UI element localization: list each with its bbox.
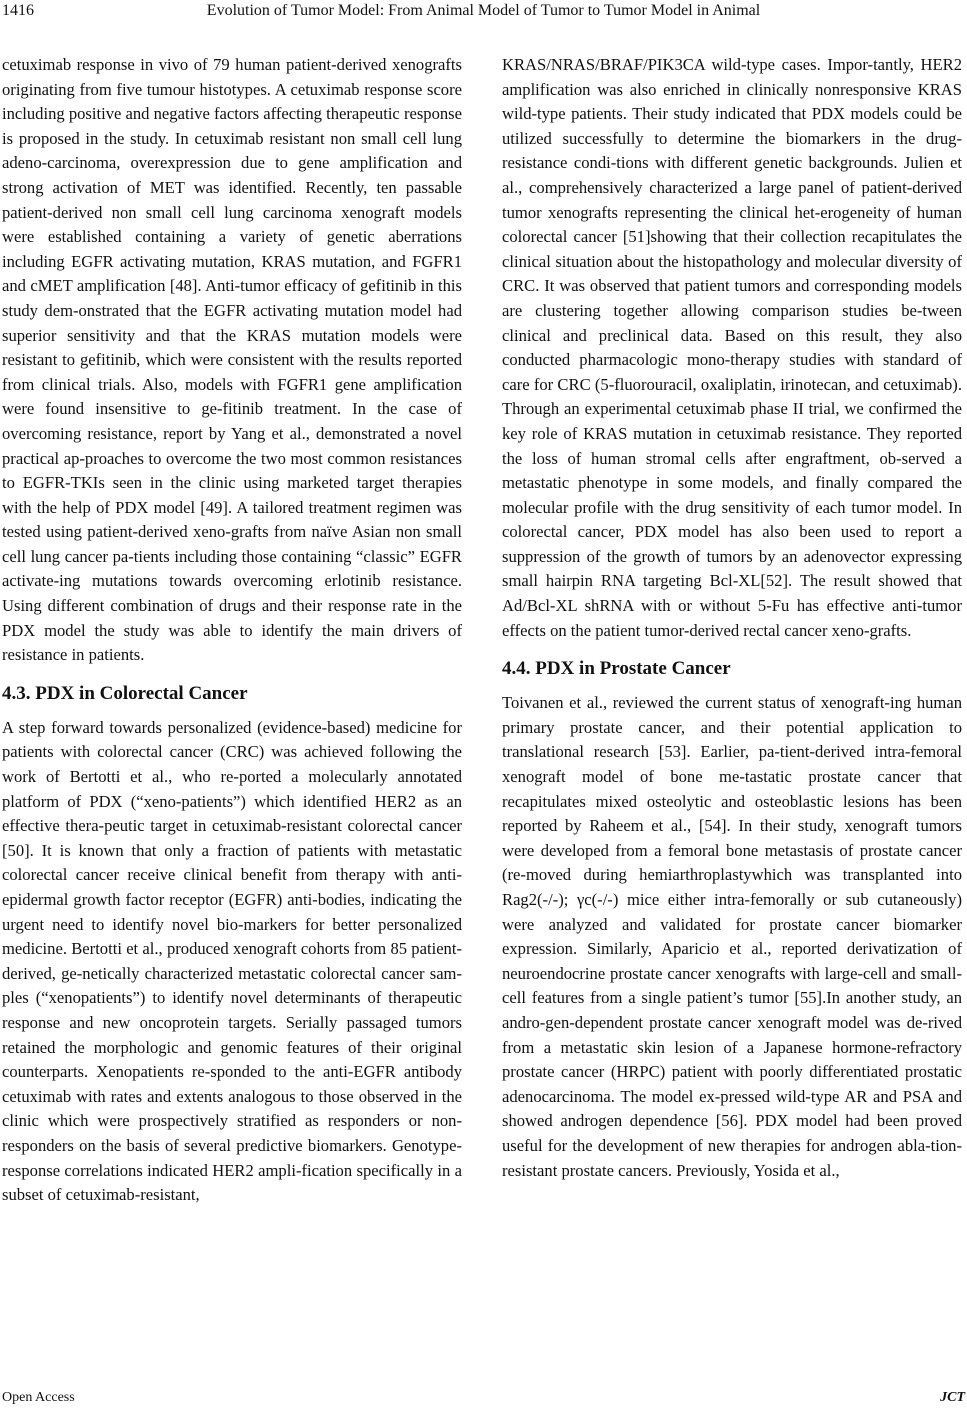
paragraph-colorectal-julien: KRAS/NRAS/BRAF/PIK3CA wild-type cases. Impor-tantly, HER2 amplification was also enriched in clinically nonresponsive KRAS wild-type patients. Their study indicated that PDX models could be utilized successfully to determine the biomarkers in the drug-resistance condi-tions with different genetic backgrounds. Julien et al., comprehensively characterized a large panel of patient-derived tumor xenografts representing the clinical het-erogeneity of human colorectal cancer [51]showing that their collection recapitulates the clinical situation about the histopathology and molecular diversity of CRC. It was observed that patient tumors and corresponding models are clustering together allowing comparison studies be-tween clinical and preclinical data. Based on this result, they also conducted pharmacologic mono-therapy studies with standard of care for CRC (5-fluorouracil, oxaliplatin, irinotecan, and cetuximab). Through an experimental cetuximab phase II trial, we confirmed the key role of KRAS mutation in cetuximab resistance. They reported the loss of human stromal cells after engraftment, ob-served a metastatic phenotype in some models, and finally compared the molecular profile with the drug sensitivity of each tumor model. In colorectal cancer, PDX model has also been used to report a suppression of the growth of tumors by an adenovector expressing small hairpin RNA targeting Bcl-XL[52]. The result showed that Ad/Bcl-XL shRNA with or without 5-Fu has effective anti-tumor effects on the patient tumor-derived rectal cancer xeno-grafts.: [502, 55, 962, 640]
paragraph-nsclc-resistance: cetuximab response in vivo of 79 human patient-derived xenografts originating from five tumour histotypes. A cetuximab response score including positive and negative factors affecting therapeutic response is proposed in the study. In cetuximab resistant non small cell lung adeno-carcinoma, overexpression due to gene amplification and strong activation of MET was identified. Recently, ten passable patient-derived non small cell lung carcinoma xenograft models were established containing a variety of genetic aberrations including EGFR activating mutation, KRAS mutation, and FGFR1 and cMET amplification [48]. Anti-tumor efficacy of gefitinib in this study dem-onstrated that the EGFR activating mutation model had superior sensitivity and that the KRAS mutation models were resistant to gefitinib, which were consistent with the results reported from clinical trials. Also, models with FGFR1 gene amplification were found insensitive to ge-fitinib treatment. In the case of overcoming resistance, report by Yang et al., demonstrated a novel practical ap-proaches to overcome the two most common resistances to EGFR-TKIs seen in the clinic using marketed target therapies with the help of PDX model [49]. A tailored treatment regimen was tested using patient-derived xeno-grafts from naïve Asian non small cell lung cancer pa-tients including those containing “classic” EGFR activate-ing mutations towards overcoming erlotinib resistance. Using different combination of drugs and their response rate in the PDX model the study was able to identify the main drivers of resistance in patients.: [2, 55, 463, 665]
left-column: [2, 53, 462, 1208]
section-heading-prostate: 4.4. PDX in Prostate Cancer: [502, 658, 731, 680]
page-number: 1416: [2, 2, 34, 19]
journal-abbrev: JCT: [940, 1390, 965, 1405]
paragraph-prostate: Toivanen et al., reviewed the current status of xenograft-ing human primary prostate cancer, and their potential application to translational research [53]. Earlier, pa-tient-derived intra-femoral xenograft model of bone me-tastatic prostate cancer that recapitulates mixed osteolytic and osteoblastic lesions has been reported by Raheem et al., [54]. In their study, xenograft tumors were developed from a femoral bone metastasis of prostate cancer (re-moved during hemiarthroplastywhich was transplanted into Rag2(-/-); γc(-/-) mice either intra-femorally or sub cutaneously) were analyzed and validated for prostate cancer biomarker expression. Similarly, Aparicio et al., reported derivatization of neuroendocrine prostate cancer xenografts with large-cell and small-cell features from a single patient’s tumor [55].In another study, an andro-gen-dependent prostate cancer xenograft model was de-rived from a metastatic skin lesion of a Japanese hormone-refractory prostate cancer (HRPC) patient with poorly differentiated prostatic adenocarcinoma. The model ex-pressed wild-type AR and PSA and showed androgen dependence [56]. PDX model had been proved useful for the development of new therapies for androgen abla-tion-resistant prostate cancers. Previously, Yosida et al.,: [502, 693, 962, 1180]
paragraph-colorectal-bertotti: A step forward towards personalized (evidence-based) medicine for patients with colorectal cancer (CRC) was achieved following the work of Bertotti et al., who re-ported a molecularly annotated platform of PDX (“xeno-patients”) which identified HER2 as an effective thera-peutic target in cetuximab-resistant colorectal cancer [50]. It is known that only a fraction of patients with metastatic colorectal cancer receive clinical benefit from therapy with anti-epidermal growth factor receptor (EGFR) anti-bodies, indicating the urgent need to identify novel bio-markers for better personalized medicine. Bertotti et al., produced xenograft cohorts from 85 patient-derived, ge-netically characterized metastatic colorectal cancer sam-ples (“xenopatients”) to identify novel determinants of therapeutic response and new oncoprotein targets. Serially passaged tumors retained the morphologic and genomic features of their original counterparts. Xenopatients re-sponded to the anti-EGFR antibody cetuximab with rates and extents analogous to those observed in the clinic which were prospectively stratified as responders or non-responders on the basis of several predictive biomarkers. Genotype-response correlations indicated HER2 ampli-fication specifically in a subset of cetuximab-resistant,: [2, 717, 462, 1205]
open-access-label: Open Access: [2, 1390, 75, 1405]
section-heading-colorectal: 4.3. PDX in Colorectal Cancer: [2, 682, 248, 704]
running-title: Evolution of Tumor Model: From Animal Model of Tumor to Tumor Model in Animal: [206, 2, 761, 19]
page-header: [0, 2, 967, 26]
right-column: [502, 53, 962, 1183]
